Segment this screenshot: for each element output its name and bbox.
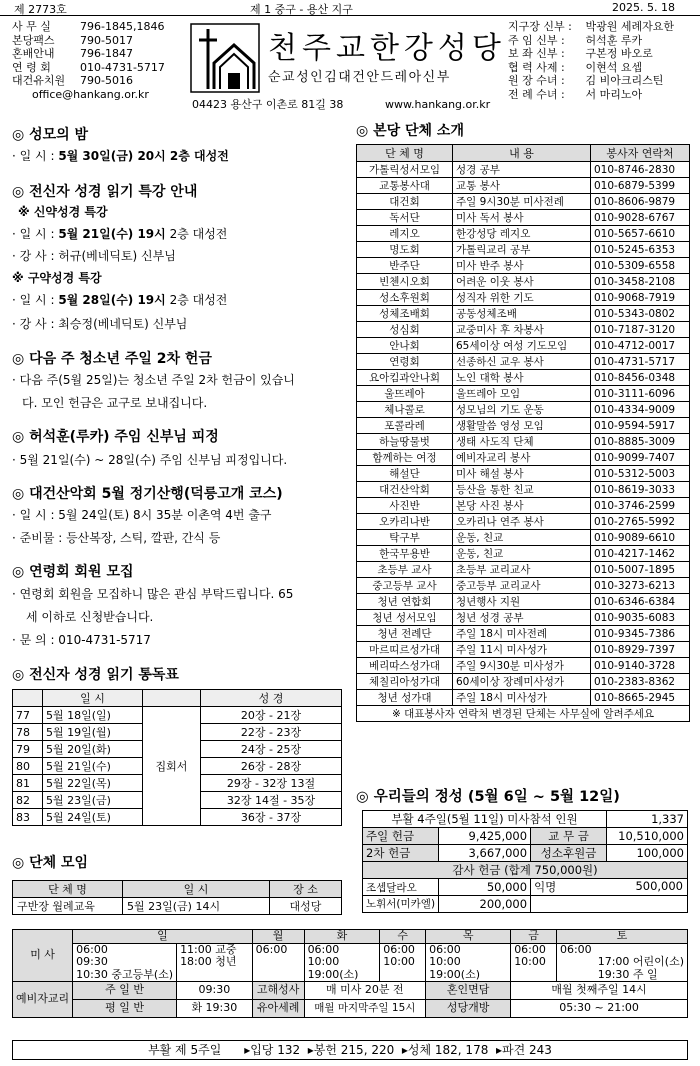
table-row: 성체조배회 공동성체조배 010-5343-0802 bbox=[357, 306, 690, 322]
groups-note: ※ 대표봉사자 연락처 변경된 단체는 사무실에 알려주세요 bbox=[357, 706, 690, 722]
yeonryeong-contact: · 문 의 : 010-4731-5717 bbox=[12, 633, 151, 647]
contact-list: 사 무 실 796-1845,1846 본당팩스 790-5017 혼배안내 796-1847 연 령 회 010-4731-5717 대건유치원 790-5016 office@hankang.or.kr bbox=[12, 20, 165, 101]
table-row: 청년 성서모임 청년 성경 공부 010-9035-6083 bbox=[357, 610, 690, 626]
table-row: 가톨릭성서모임 성경 공부 010-8746-2830 bbox=[357, 162, 690, 178]
nt-lecture-date: · 일 시 : 5월 21일(수) 19시 2층 대성전 bbox=[12, 227, 228, 241]
table-row: 포콜라레 생활말씀 영성 모임 010-9594-5917 bbox=[357, 418, 690, 434]
hiking-items: · 준비물 : 등산복장, 스틱, 깔판, 간식 등 bbox=[12, 531, 221, 545]
table-row: 하늘땅물벗 생태 사도직 단체 010-8885-3009 bbox=[357, 434, 690, 450]
table-row: 중고등부 교사 중고등부 교리교사 010-3273-6213 bbox=[357, 578, 690, 594]
table-row: 탁구부 운동, 친교 010-9089-6610 bbox=[357, 530, 690, 546]
table-row: 한국무용반 운동, 친교 010-4217-1462 bbox=[357, 546, 690, 562]
website-link[interactable]: www.hankang.or.kr bbox=[385, 98, 491, 111]
issue-page: 제 1 중구 - 용산 지구 bbox=[250, 3, 353, 16]
issue-date: 2025. 5. 18 bbox=[612, 1, 675, 14]
table-row: 80 5월 21일(수) 26장 - 28장 bbox=[13, 758, 342, 775]
nt-lecturer: · 강 사 : 허규(베네딕토) 신부님 bbox=[12, 249, 176, 263]
reading-table: 일 시 성 경 77 5월 18일(일) 집회서 20장 - 21장 78 5월 19일(월) 22장 - 23장 79 5월 20일(화) 24장 - 25장 80 5월 21일(수) 26장 - 28장 81 5월 22일(목) 29장 - 32장 13절 82 5월 23일(금) 32장 14절 - 35장 83 5월 24일(토) 36장 - 37장 bbox=[12, 689, 342, 826]
issue-number: 제 2773호 bbox=[14, 3, 67, 16]
table-row: 레지오 한강성당 레지오 010-5657-6610 bbox=[357, 226, 690, 242]
retreat-line: · 5월 21일(수) ~ 28일(수) 주임 신부님 피정입니다. bbox=[12, 453, 288, 467]
table-row: 대건산악회 등산을 통한 친교 010-8619-3033 bbox=[357, 482, 690, 498]
table-row: 대건회 주일 9시30분 미사전례 010-8606-9879 bbox=[357, 194, 690, 210]
church-subtitle: 순교성인김대건안드레아신부 bbox=[268, 70, 451, 85]
table-row: 청년 연합회 청년행사 지원 010-6346-6384 bbox=[357, 594, 690, 610]
table-row: 명도회 가톨릭교리 공부 010-5245-6353 bbox=[357, 242, 690, 258]
table-row: 77 5월 18일(일) 집회서 20장 - 21장 bbox=[13, 707, 342, 724]
gathering-table: 단 체 명 일 시 장 소 구반장 월례교육 5월 23일(금) 14시 대성당 bbox=[12, 880, 342, 915]
groups-table: 단 체 명 내 용 봉사자 연락처 가톨릭성서모임 성경 공부 010-8746-2830 교통봉사대 교통 봉사 010-6879-5399 대건회 주일 9시30분 미사전례 010-8606-9879 독서단 미사 독서 봉사 010-9028-6767 레지오 한강성당 레지오 010-5657-6610 명도회 가톨릭교리 공부 010-5245-6353 반주단 미사 반주 봉사 010-5309-6558 빈첸시오회 어려운 이웃 봉사 010-3458-2108 성소후원회 성직자 위한 기도 010-9068-7919 성체조배회 공동성체조배 010-5343-0802 성심회 교중미사 후 차봉사 010-7187-3120 안나회 65세이상 여성 기도모임 010-4712-0017 연령회 선종하신 교우 봉사 010-4731-5717 요아킴과안나회 노인 대학 봉사 010-8456-0348 울뜨레아 울뜨레아 모임 010-3111-6096 체나콜로 성모님의 기도 운동 010-4334-9009 포콜라레 생활말씀 영성 모임 010-9594-5917 하늘땅물벗 생태 사도직 단체 010-8885-3009 함께하는 여정 예비자교리 봉사 010-9099-7407 해설단 미사 해설 봉사 010-5312-5003 대건산악회 등산을 통한 친교 010-8619-3033 사진반 본당 사진 봉사 010-3746-2599 오카리나반 오카리나 연주 봉사 010-2765-5992 탁구부 운동, 친교 010-9089-6610 한국무용반 운동, 친교 010-4217-1462 초등부 교사 초등부 교리교사 010-5007-1895 중고등부 교사 중고등부 교리교사 010-3273-6213 청년 연합회 청년행사 지원 010-6346-6384 청년 성서모임 청년 성경 공부 010-9035-6083 청년 전례단 주일 18시 미사전례 010-9345-7386 마르띠르성가대 주일 11시 미사성가 010-8929-7397 베리따스성가대 주일 9시30분 미사성가 010-9140-3728 체칠리아성가대 60세이상 장례미사성가 010-2383-8362 청년 성가대 주일 18시 미사성가 010-8665-2945 ※ 대표봉사자 연락처 변경된 단체는 사무실에 알려주세요 bbox=[356, 144, 690, 722]
youth-collection-title: ◎ 다음 주 청소년 주일 2차 헌금 bbox=[12, 351, 212, 367]
masthead bbox=[0, 17, 700, 114]
yeonryeong-title: ◎ 연령회 회원 모집 bbox=[12, 564, 134, 580]
hymn-footer: 부활 제 5주일 ▸입당 132 ▸봉헌 215, 220 ▸성체 182, 178 ▸파견 243 bbox=[12, 1040, 688, 1060]
yeonryeong-line2: 세 이하로 신청받습니다. bbox=[26, 610, 154, 624]
table-row: 체칠리아성가대 60세이상 장례미사성가 010-2383-8362 bbox=[357, 674, 690, 690]
address: 04423 용산구 이촌로 81길 38 bbox=[192, 98, 344, 111]
table-row: 해설단 미사 해설 봉사 010-5312-5003 bbox=[357, 466, 690, 482]
email: office@hankang.or.kr bbox=[32, 87, 149, 101]
table-row: 청년 성가대 주일 18시 미사성가 010-8665-2945 bbox=[357, 690, 690, 706]
table-row: 울뜨레아 울뜨레아 모임 010-3111-6096 bbox=[357, 386, 690, 402]
table-row: 안나회 65세이상 여성 기도모임 010-4712-0017 bbox=[357, 338, 690, 354]
marian-title: ◎ 성모의 밤 bbox=[12, 127, 89, 143]
table-row: 독서단 미사 독서 봉사 010-9028-6767 bbox=[357, 210, 690, 226]
gathering-title: ◎ 단체 모임 bbox=[12, 855, 89, 871]
table-row: 요아킴과안나회 노인 대학 봉사 010-8456-0348 bbox=[357, 370, 690, 386]
mass-schedule-table: 미 사 일 월 화 수 목 금 토 06:00 09:30 10:30 중고등부(소) 11:00 교중 18:00 청년 06:00 06:00 10:00 19:00(소) 06:00 10:00 06:00 10:00 19:00(소) 06:00 10:00 06:00 17:00 어린이(소) 19:30 주 일 예비자교리 주 일 반 09:30 고해성사 매 미사 20분 전 혼인면담 매월 첫째주일 14시 평 일 반 화 19:30 유아세례 매월 마지막주일 15시 성당개방 05:30 ~ 21:00 bbox=[12, 929, 688, 1018]
table-row: 연령회 선종하신 교우 봉사 010-4731-5717 bbox=[357, 354, 690, 370]
table-row: 빈첸시오회 어려운 이웃 봉사 010-3458-2108 bbox=[357, 274, 690, 290]
church-logo-icon bbox=[190, 23, 260, 93]
reading-title: ◎ 전신자 성경 읽기 통독표 bbox=[12, 667, 179, 683]
groups-title: ◎ 본당 단체 소개 bbox=[356, 123, 464, 139]
table-row: 함께하는 여정 예비자교리 봉사 010-9099-7407 bbox=[357, 450, 690, 466]
table-row: 반주단 미사 반주 봉사 010-5309-6558 bbox=[357, 258, 690, 274]
church-name: 천주교한강성당 bbox=[268, 31, 506, 66]
youth-collection-line1: · 다음 주(5월 25일)는 청소년 주일 2차 헌금이 있습니 bbox=[12, 373, 295, 387]
table-row: 78 5월 19일(월) 22장 - 23장 bbox=[13, 724, 342, 741]
yeonryeong-line1: · 연령회 회원을 모집하니 많은 관심 부탁드립니다. 65 bbox=[12, 587, 294, 601]
table-row: 초등부 교사 초등부 교리교사 010-5007-1895 bbox=[357, 562, 690, 578]
ot-lecture-label: ※ 구약성경 특강 bbox=[12, 271, 102, 285]
table-row: 79 5월 20일(화) 24장 - 25장 bbox=[13, 741, 342, 758]
table-row: 교통봉사대 교통 봉사 010-6879-5399 bbox=[357, 178, 690, 194]
issue-bar bbox=[0, 0, 700, 16]
table-row: 82 5월 23일(금) 32장 14절 - 35장 bbox=[13, 792, 342, 809]
table-row: 성심회 교중미사 후 차봉사 010-7187-3120 bbox=[357, 322, 690, 338]
hiking-title: ◎ 대건산악회 5월 정기산행(덕릉고개 코스) bbox=[12, 486, 283, 502]
donation-table: 부활 4주일(5월 11일) 미사참석 인원 1,337 주일 헌금 9,425,000 교 무 금 10,510,000 2차 헌금 3,667,000 성소후원금 100,000 감사 헌금 (합계 750,000원) 조셉달라오 50,000 익명 500,000 노휘서(미카엘) 200,000 bbox=[362, 810, 688, 913]
clergy-list: 지구장 신부 : 박광원 세례자요한 주 임 신부 : 허석훈 루카 보 좌 신부 : 구본정 바오로 협 력 사제 : 이현석 요셉 원 장 수녀 : 김 비아크리스틴 전 례 수녀 : 서 마리노아 bbox=[508, 20, 675, 101]
table-row: 83 5월 24일(토) 36장 - 37장 bbox=[13, 809, 342, 826]
table-row: 오카리나반 오카리나 연주 봉사 010-2765-5992 bbox=[357, 514, 690, 530]
table-row: 사진반 본당 사진 봉사 010-3746-2599 bbox=[357, 498, 690, 514]
table-row: 구반장 월례교육 5월 23일(금) 14시 대성당 bbox=[13, 898, 342, 915]
nt-lecture-label: ※ 신약성경 특강 bbox=[18, 205, 108, 219]
hiking-when: · 일 시 : 5월 24일(토) 8시 35분 이촌역 4번 출구 bbox=[12, 508, 272, 522]
reading-book: 집회서 bbox=[143, 707, 201, 826]
donation-title: ◎ 우리들의 정성 (5월 6일 ~ 5월 12일) bbox=[356, 789, 620, 805]
table-row: 체나콜로 성모님의 기도 운동 010-4334-9009 bbox=[357, 402, 690, 418]
ot-lecture-date: · 일 시 : 5월 28일(수) 19시 2층 대성전 bbox=[12, 293, 228, 307]
table-row: 청년 전례단 주일 18시 미사전례 010-9345-7386 bbox=[357, 626, 690, 642]
bible-lecture-title: ◎ 전신자 성경 읽기 특강 안내 bbox=[12, 184, 198, 200]
table-row: 81 5월 22일(목) 29장 - 32장 13절 bbox=[13, 775, 342, 792]
table-row: 성소후원회 성직자 위한 기도 010-9068-7919 bbox=[357, 290, 690, 306]
table-row: 마르띠르성가대 주일 11시 미사성가 010-8929-7397 bbox=[357, 642, 690, 658]
retreat-title: ◎ 허석훈(루카) 주임 신부님 피정 bbox=[12, 429, 219, 445]
youth-collection-line2: 다. 모인 헌금은 교구로 보내집니다. bbox=[22, 396, 208, 410]
marian-date: · 일 시 : 5월 30일(금) 20시 2층 대성전 bbox=[12, 149, 229, 163]
table-row: 베리따스성가대 주일 9시30분 미사성가 010-9140-3728 bbox=[357, 658, 690, 674]
ot-lecturer: · 강 사 : 최승정(베네딕토) 신부님 bbox=[12, 317, 188, 331]
